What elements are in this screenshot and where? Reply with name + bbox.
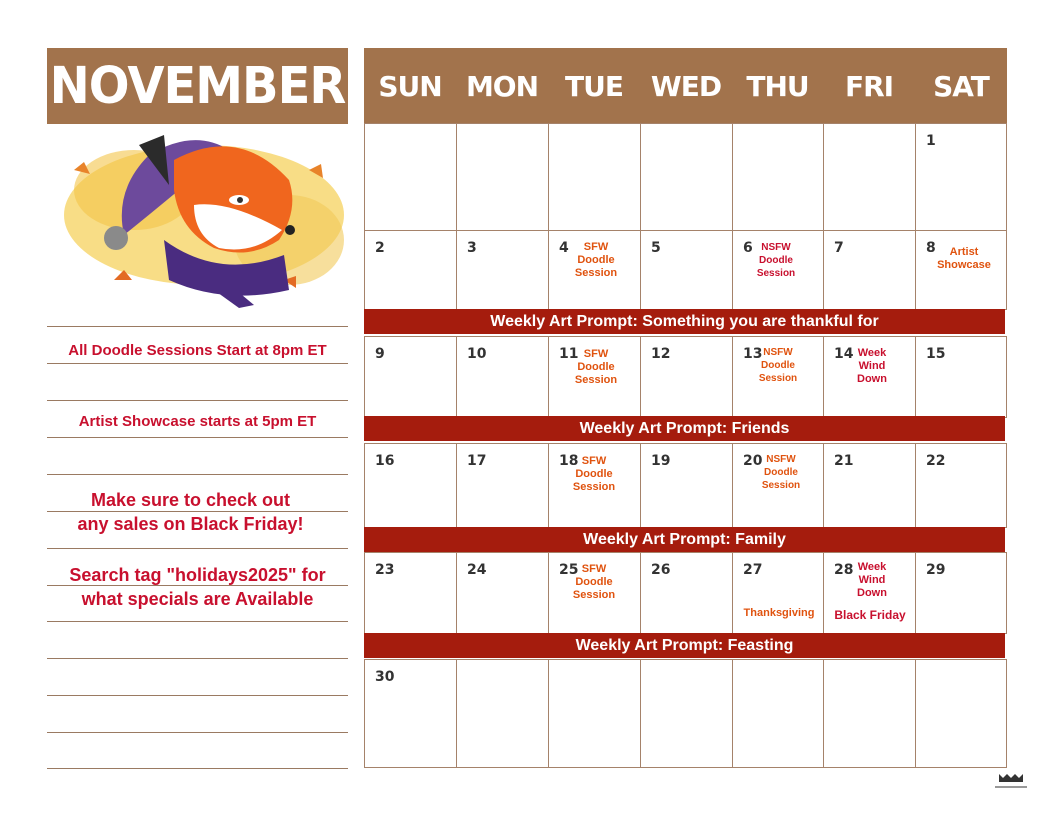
day-cell[interactable]	[456, 230, 549, 310]
day-number: 29	[926, 562, 946, 578]
note-search-tag-2: what specials are Available	[81, 589, 314, 609]
day-number: 19	[651, 453, 671, 469]
day-number: 14	[834, 346, 854, 362]
note-line	[47, 474, 348, 475]
weekday-header	[364, 48, 1007, 123]
day-cell[interactable]	[823, 552, 916, 634]
day-number: 15	[926, 346, 946, 362]
day-cell[interactable]	[823, 659, 916, 768]
note-line	[47, 548, 348, 549]
day-cell[interactable]	[732, 443, 824, 528]
weekday-sun: SUN	[378, 70, 442, 103]
weekly-prompt-banner: Weekly Art Prompt: Feasting	[364, 633, 1005, 658]
day-number: 16	[375, 453, 395, 469]
month-title: NOVEMBER	[49, 56, 346, 116]
weekday-wed: WED	[650, 70, 722, 103]
day-number: 12	[651, 346, 671, 362]
day-number: 23	[375, 562, 395, 578]
note-line	[47, 363, 348, 364]
day-number: 3	[467, 240, 477, 256]
day-cell[interactable]	[915, 552, 1007, 634]
event-nsfw-doodle: NSFW Doodle Session	[761, 454, 801, 491]
day-cell[interactable]	[364, 230, 457, 310]
note-line	[47, 732, 348, 733]
event-artist-showcase: Artist Showcase	[937, 246, 991, 271]
day-number: 30	[375, 669, 395, 685]
day-cell[interactable]	[548, 336, 641, 418]
day-cell[interactable]	[915, 336, 1007, 418]
weekday-tue: TUE	[565, 70, 623, 103]
note-line	[47, 326, 348, 327]
day-cell[interactable]	[640, 443, 733, 528]
day-cell[interactable]	[364, 659, 457, 768]
day-cell[interactable]	[640, 659, 733, 768]
day-number: 11	[559, 346, 579, 362]
day-cell[interactable]	[732, 123, 824, 231]
day-cell[interactable]	[915, 230, 1007, 310]
event-sfw-doodle: SFW Doodle Session	[574, 348, 618, 386]
day-cell[interactable]	[823, 336, 916, 418]
day-cell[interactable]	[732, 336, 824, 418]
day-cell[interactable]	[364, 336, 457, 418]
day-cell[interactable]	[456, 659, 549, 768]
day-number: 17	[467, 453, 487, 469]
event-thanksgiving: Thanksgiving	[743, 607, 815, 619]
day-number: 26	[651, 562, 671, 578]
note-black-friday-1: Make sure to check out	[90, 490, 291, 510]
day-cell[interactable]	[732, 230, 824, 310]
day-number: 27	[743, 562, 763, 578]
day-cell[interactable]	[915, 123, 1007, 231]
month-header	[47, 48, 348, 124]
day-cell[interactable]	[548, 230, 641, 310]
day-cell[interactable]	[548, 659, 641, 768]
day-cell[interactable]	[640, 230, 733, 310]
day-cell[interactable]	[640, 123, 733, 231]
day-number: 7	[834, 240, 844, 256]
note-line	[47, 621, 348, 622]
event-sfw-doodle: SFW Doodle Session	[572, 563, 616, 601]
day-cell[interactable]	[823, 230, 916, 310]
note-line	[47, 437, 348, 438]
weekday-sat: SAT	[933, 70, 989, 103]
note-line	[47, 658, 348, 659]
day-cell[interactable]	[456, 123, 549, 231]
day-cell[interactable]	[548, 443, 641, 528]
day-number: 1	[926, 133, 936, 149]
weekday-mon: MON	[465, 70, 539, 103]
day-cell[interactable]	[640, 552, 733, 634]
day-cell[interactable]	[823, 443, 916, 528]
day-number: 6	[743, 240, 753, 256]
day-cell[interactable]	[823, 123, 916, 231]
day-cell[interactable]	[915, 443, 1007, 528]
note-line	[47, 768, 348, 769]
fox-illustration	[54, 130, 349, 310]
note-line	[47, 695, 348, 696]
day-number: 20	[743, 453, 763, 469]
day-cell[interactable]	[364, 123, 457, 231]
note-search-tag-1: Search tag "holidays2025" for	[69, 565, 326, 585]
day-number: 5	[651, 240, 661, 256]
event-nsfw-doodle: NSFW Doodle Session	[758, 347, 798, 384]
note-doodle-time: All Doodle Sessions Start at 8pm ET	[68, 342, 327, 359]
day-cell[interactable]	[732, 552, 824, 634]
event-week-wind-down: Week Wind Down	[857, 347, 887, 385]
brand-logo-icon	[993, 772, 1029, 794]
day-cell[interactable]	[456, 336, 549, 418]
day-cell[interactable]	[456, 443, 549, 528]
event-sfw-doodle: SFW Doodle Session	[572, 455, 616, 493]
day-number: 21	[834, 453, 854, 469]
event-black-friday: Black Friday	[834, 608, 906, 622]
day-number: 13	[743, 346, 763, 362]
note-line	[47, 400, 348, 401]
note-black-friday-2: any sales on Black Friday!	[77, 514, 304, 534]
day-cell[interactable]	[548, 123, 641, 231]
day-cell[interactable]	[364, 552, 457, 634]
weekly-prompt-banner: Weekly Art Prompt: Something you are thankful for	[364, 309, 1005, 334]
day-cell[interactable]	[548, 552, 641, 634]
day-number: 8	[926, 240, 936, 256]
event-week-wind-down: Week Wind Down	[857, 561, 887, 599]
day-cell[interactable]	[732, 659, 824, 768]
weekly-prompt-banner: Weekly Art Prompt: Family	[364, 527, 1005, 552]
day-cell[interactable]	[364, 443, 457, 528]
day-number: 2	[375, 240, 385, 256]
weekday-thu: THU	[746, 70, 809, 103]
day-cell[interactable]	[915, 659, 1007, 768]
weekday-fri: FRI	[844, 70, 894, 103]
event-sfw-doodle: SFW Doodle Session	[574, 241, 618, 279]
weekly-prompt-banner: Weekly Art Prompt: Friends	[364, 416, 1005, 441]
day-cell[interactable]	[456, 552, 549, 634]
day-number: 4	[559, 240, 569, 256]
day-number: 10	[467, 346, 487, 362]
day-number: 24	[467, 562, 487, 578]
day-number: 25	[559, 562, 579, 578]
day-number: 22	[926, 453, 946, 469]
day-number: 18	[559, 453, 579, 469]
day-cell[interactable]	[640, 336, 733, 418]
event-nsfw-doodle: NSFW Doodle Session	[756, 242, 796, 279]
day-number: 9	[375, 346, 385, 362]
day-number: 28	[834, 562, 854, 578]
note-showcase-time: Artist Showcase starts at 5pm ET	[78, 413, 317, 430]
note-line	[47, 511, 348, 512]
